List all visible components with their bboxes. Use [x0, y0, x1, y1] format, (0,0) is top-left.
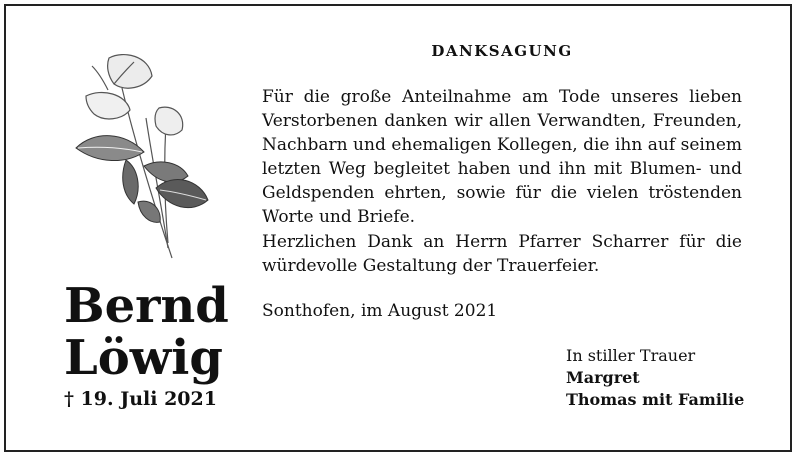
deceased-first-name: Bernd: [64, 278, 229, 334]
pastor-thanks-paragraph: Herzlichen Dank an Herrn Pfarrer Scharrer für die würdevolle Gestaltung der Trauerfeier.: [262, 232, 742, 276]
death-date: † 19. Juli 2021: [64, 388, 217, 410]
calla-lily-illustration: [64, 48, 214, 263]
place-date-line: Sonthofen, im August 2021: [262, 301, 498, 321]
notice-heading: DANKSAGUNG: [431, 42, 573, 60]
signature-name: Thomas mit Familie: [566, 390, 745, 409]
thanks-paragraph: Für die große Anteilnahme am Tode unseres lieben Verstorbenen danken wir allen Verwandten, Freunden, Nachbarn und ehemaligen Kollegen, die ihn auf seinem letzten Weg begleitet haben und ihn mit Blumen- und Geldspenden ehrten, sowie für die vielen tröstenden Worte und Briefe.: [262, 87, 742, 227]
signature-name: Margret: [566, 368, 640, 387]
deceased-last-name: Löwig: [64, 330, 223, 386]
signature-intro: In stiller Trauer: [566, 346, 696, 365]
